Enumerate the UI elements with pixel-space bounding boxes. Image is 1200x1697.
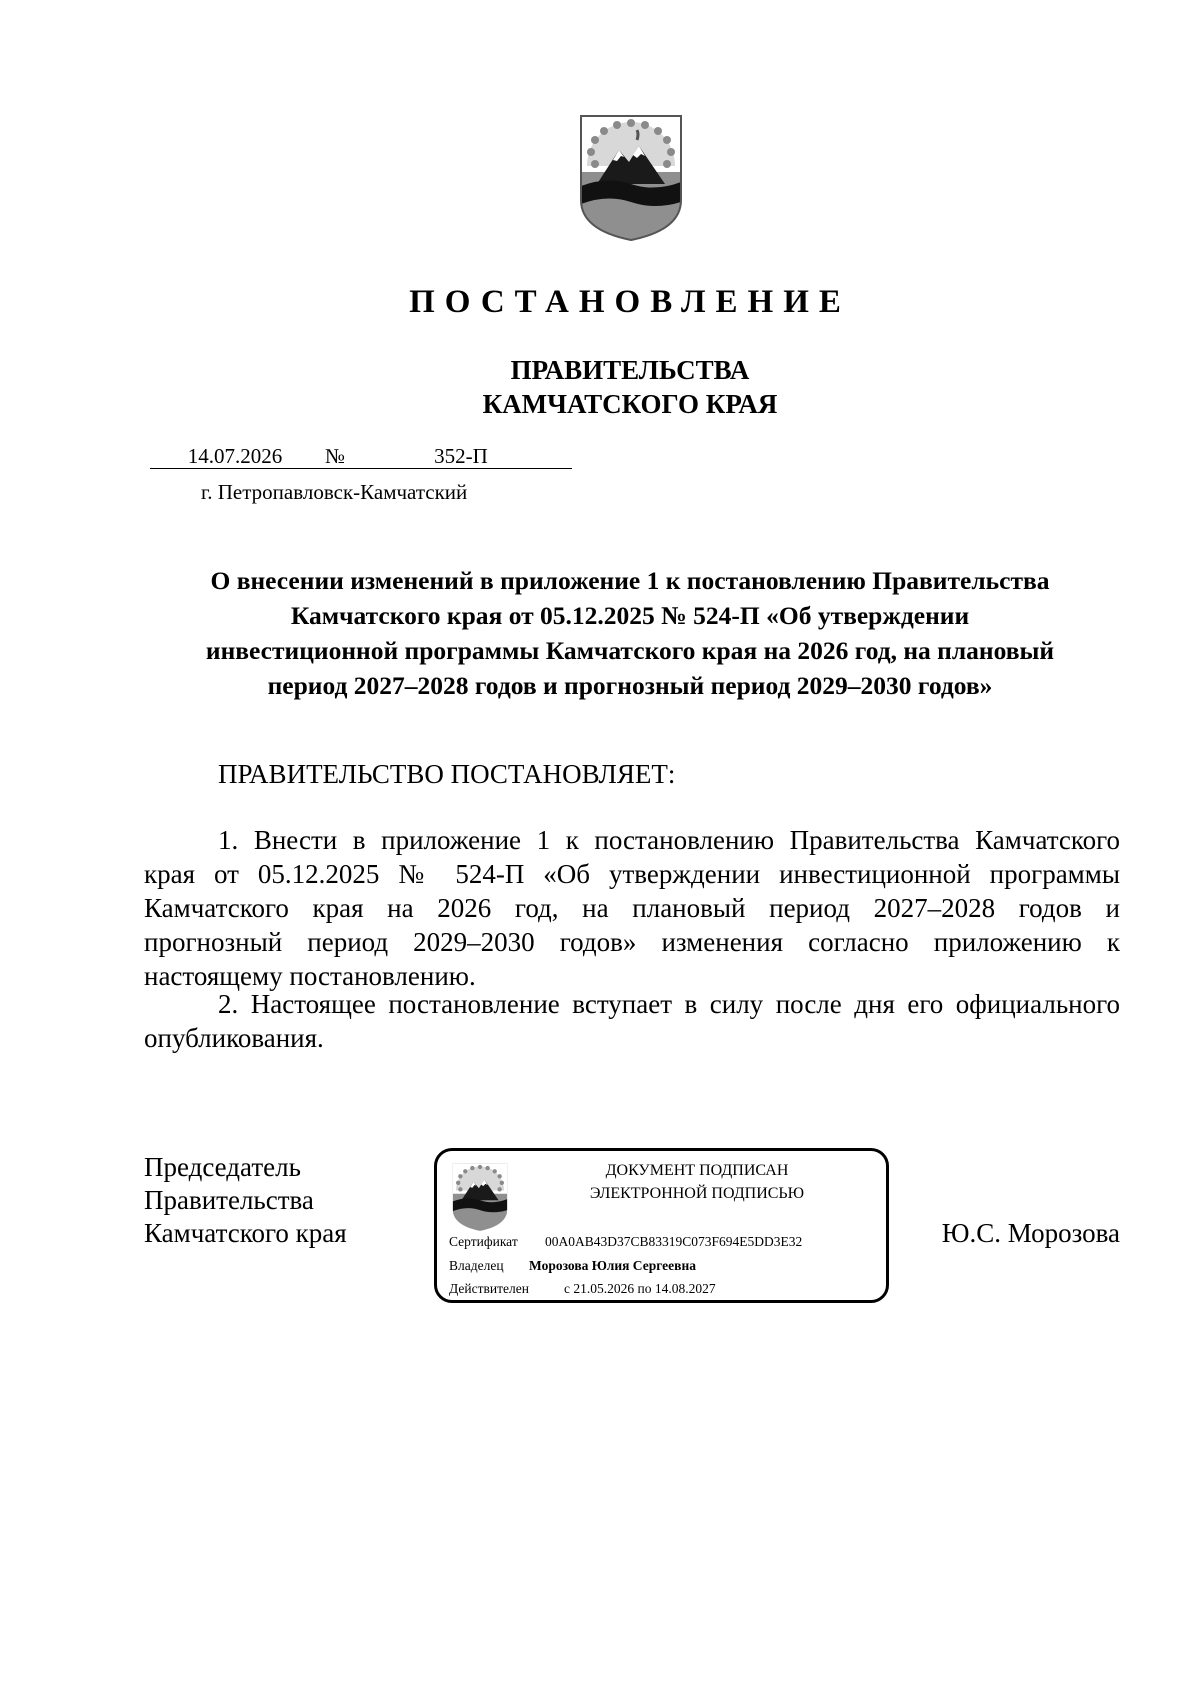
title-line: период 2027–2028 годов и прогнозный период 2029–2030 годов» (267, 671, 993, 700)
stamp-certificate-row (449, 1233, 802, 1251)
stamp-validity-row (449, 1280, 716, 1298)
paragraph-1 (144, 823, 1120, 993)
stamp-heading-line-2: ЭЛЕКТРОННОЙ ПОДПИСЬЮ (589, 1185, 805, 1202)
document-number: 352-П (350, 444, 572, 469)
owner-value: Морозова Юлия Сергеевна (529, 1258, 696, 1273)
number-sign: № (320, 444, 350, 469)
paragraph-line: 2. Настоящее постановление вступает в силу после дня его официального (218, 989, 1120, 1019)
issuer-line-2: КАМЧАТСКОГО КРАЯ (482, 389, 778, 419)
paragraph-line: края от 05.12.2025 № 524-П «Об утверждении инвестиционной программы (144, 859, 1120, 889)
certificate-value: 00A0AB43D37CB83319C073F694E5DD3E32 (545, 1234, 803, 1249)
document-type-heading: ПОСТАНОВЛЕНИЕ (409, 284, 851, 320)
paragraph-line: прогнозный период 2029–2030 годов» изменения согласно приложению к (144, 927, 1120, 957)
stamp-heading-line-1: ДОКУМЕНТ ПОДПИСАН (605, 1162, 789, 1179)
validity-value: с 21.05.2026 по 14.08.2027 (564, 1281, 716, 1296)
title-line: О внесении изменений в приложение 1 к постановлению Правительства (210, 566, 1050, 595)
kamchatka-coat-of-arms-icon (577, 112, 685, 244)
signatory-post (144, 1151, 347, 1250)
paragraph-line: 1. Внести в приложение 1 к постановлению Правительства Камчатского (218, 825, 1120, 855)
title-line: инвестиционной программы Камчатского края на 2026 год, на плановый (205, 636, 1055, 665)
document-title (140, 563, 1120, 703)
issuer-line-1: ПРАВИТЕЛЬСТВА (510, 355, 750, 385)
stamp-owner-row (449, 1257, 696, 1275)
signatory-name: Ю.С. Морозова (941, 1218, 1120, 1248)
paragraph-2 (144, 987, 1120, 1055)
title-line: Камчатского края от 05.12.2025 № 524-П «Об утверждении (290, 601, 970, 630)
validity-label: Действителен (449, 1281, 529, 1296)
electronic-signature-stamp (434, 1148, 889, 1303)
signatory-post-line: Председатель (144, 1152, 301, 1182)
document-city: г. Петропавловск-Камчатский (201, 480, 468, 504)
kamchatka-coat-of-arms-icon (450, 1161, 510, 1233)
signatory-post-line: Камчатского края (144, 1218, 347, 1248)
paragraph-line: опубликования. (144, 1023, 324, 1053)
paragraph-line: настоящему постановлению. (144, 961, 476, 991)
document-date: 14.07.2026 (150, 444, 320, 469)
certificate-label: Сертификат (449, 1234, 518, 1249)
paragraph-line: Камчатского края на 2026 год, на плановый период 2027–2028 годов и (144, 893, 1120, 923)
signatory-post-line: Правительства (144, 1185, 314, 1215)
owner-label: Владелец (449, 1258, 504, 1273)
decree-phrase: ПРАВИТЕЛЬСТВО ПОСТАНОВЛЯЕТ: (218, 759, 676, 789)
